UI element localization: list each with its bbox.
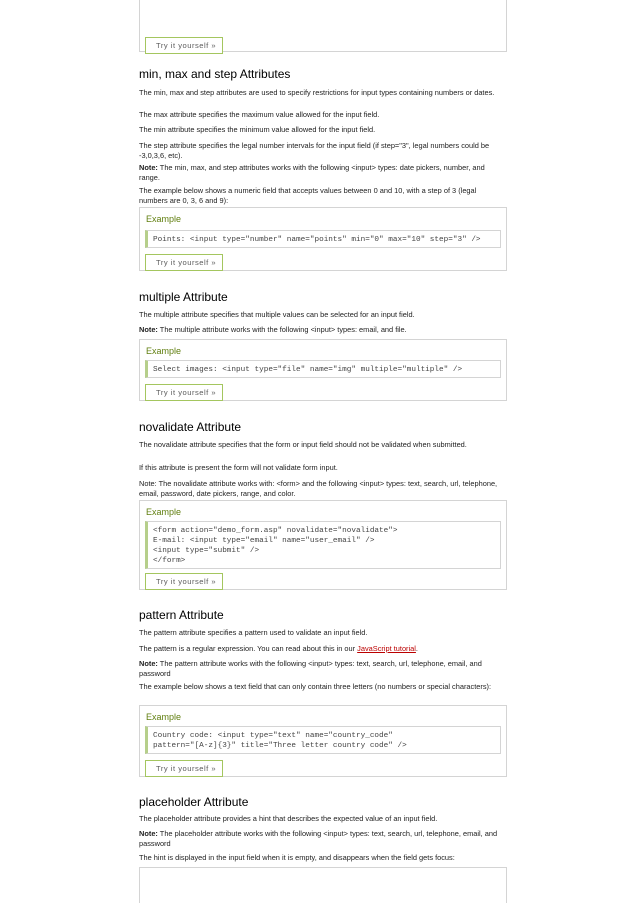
note-label: Note: [139, 325, 158, 334]
paragraph: The multiple attribute specifies that multiple values can be selected for an input field. [139, 310, 415, 319]
paragraph: The example below shows a numeric field that accepts values between 0 and 10, with a step of 3 (legal numbers are 0, 3, 6 and 9): [139, 186, 477, 205]
example-label: Example [146, 214, 182, 224]
note-label: Note: [139, 829, 158, 838]
paragraph: The max attribute specifies the maximum value allowed for the input field. [139, 110, 380, 119]
paragraph: Note: The novalidate attribute works with: <form> and the following <input> types: text, search, url, telephone, email, password, date pickers, range, and color. [139, 479, 498, 498]
example-label: Example [146, 346, 182, 356]
paragraph: The example below shows a text field that can only contain three letters (no numbers or special characters): [139, 682, 492, 691]
note-paragraph [139, 659, 507, 678]
try-it-yourself-button[interactable]: Try it yourself » [145, 37, 223, 54]
paragraph: The hint is displayed in the input field when it is empty, and disappears when the field gets focus: [139, 853, 455, 862]
example-box-partial [139, 867, 507, 903]
section-heading-novalidate: novalidate Attribute [139, 420, 242, 434]
javascript-tutorial-link[interactable]: JavaScript tutorial [357, 644, 416, 653]
section-heading-placeholder: placeholder Attribute [139, 795, 249, 809]
note-paragraph [139, 163, 507, 182]
paragraph: The novalidate attribute specifies that the form or input field should not be validated when submitted. [139, 440, 467, 449]
text-before-link: The pattern is a regular expression. You can read about this in our [139, 644, 358, 653]
example-label: Example [146, 507, 182, 517]
example-box [139, 339, 507, 401]
section-heading-minmax: min, max and step Attributes [139, 67, 291, 81]
note-paragraph [139, 829, 507, 848]
note-text: The min, max, and step attributes works with the following <input> types: date pickers, number, and range. [139, 163, 485, 182]
note-label: Note: [139, 659, 158, 668]
paragraph: If this attribute is present the form will not validate form input. [139, 463, 338, 472]
paragraph [139, 644, 507, 654]
paragraph: The pattern attribute specifies a pattern used to validate an input field. [139, 628, 368, 637]
note-text: The pattern attribute works with the following <input> types: text, search, url, telephone, email, and password [139, 659, 482, 678]
code-block: Select images: <input type="file" name="img" multiple="multiple" /> [145, 360, 501, 378]
section-heading-pattern: pattern Attribute [139, 608, 224, 622]
paragraph: The min, max and step attributes are used to specify restrictions for input types containing numbers or dates. [139, 88, 495, 97]
note-paragraph [139, 325, 507, 335]
note-text: The multiple attribute works with the following <input> types: email, and file. [157, 325, 407, 334]
paragraph: The min attribute specifies the minimum value allowed for the input field. [139, 125, 376, 134]
paragraph: The placeholder attribute provides a hint that describes the expected value of an input field. [139, 814, 438, 823]
example-box [139, 207, 507, 271]
code-block: Country code: <input type="text" name="country_code" pattern="[A-z]{3}" title="Three letter country code" /> [145, 726, 501, 754]
paragraph: The step attribute specifies the legal number intervals for the input field (if step="3", legal numbers could be -3,0,3,6, etc). [139, 141, 490, 160]
try-it-yourself-button[interactable]: Try it yourself » [145, 384, 223, 401]
note-label: Note: [139, 163, 158, 172]
example-box [139, 705, 507, 777]
try-it-yourself-button[interactable]: Try it yourself » [145, 254, 223, 271]
code-block: Points: <input type="number" name="points" min="0" max="10" step="3" /> [145, 230, 501, 248]
try-it-yourself-button[interactable]: Try it yourself » [145, 760, 223, 777]
example-label: Example [146, 712, 182, 722]
section-heading-multiple: multiple Attribute [139, 290, 228, 304]
try-it-yourself-button[interactable]: Try it yourself » [145, 573, 223, 590]
example-box-continued [139, 0, 507, 52]
note-text: The placeholder attribute works with the following <input> types: text, search, url, telephone, email, and password [139, 829, 498, 848]
example-box [139, 500, 507, 590]
text-after-link: . [415, 644, 418, 653]
code-block: <form action="demo_form.asp" novalidate="novalidate"> E-mail: <input type="email" name="user_email" /> <input type="submit" /> </form> [145, 521, 501, 569]
